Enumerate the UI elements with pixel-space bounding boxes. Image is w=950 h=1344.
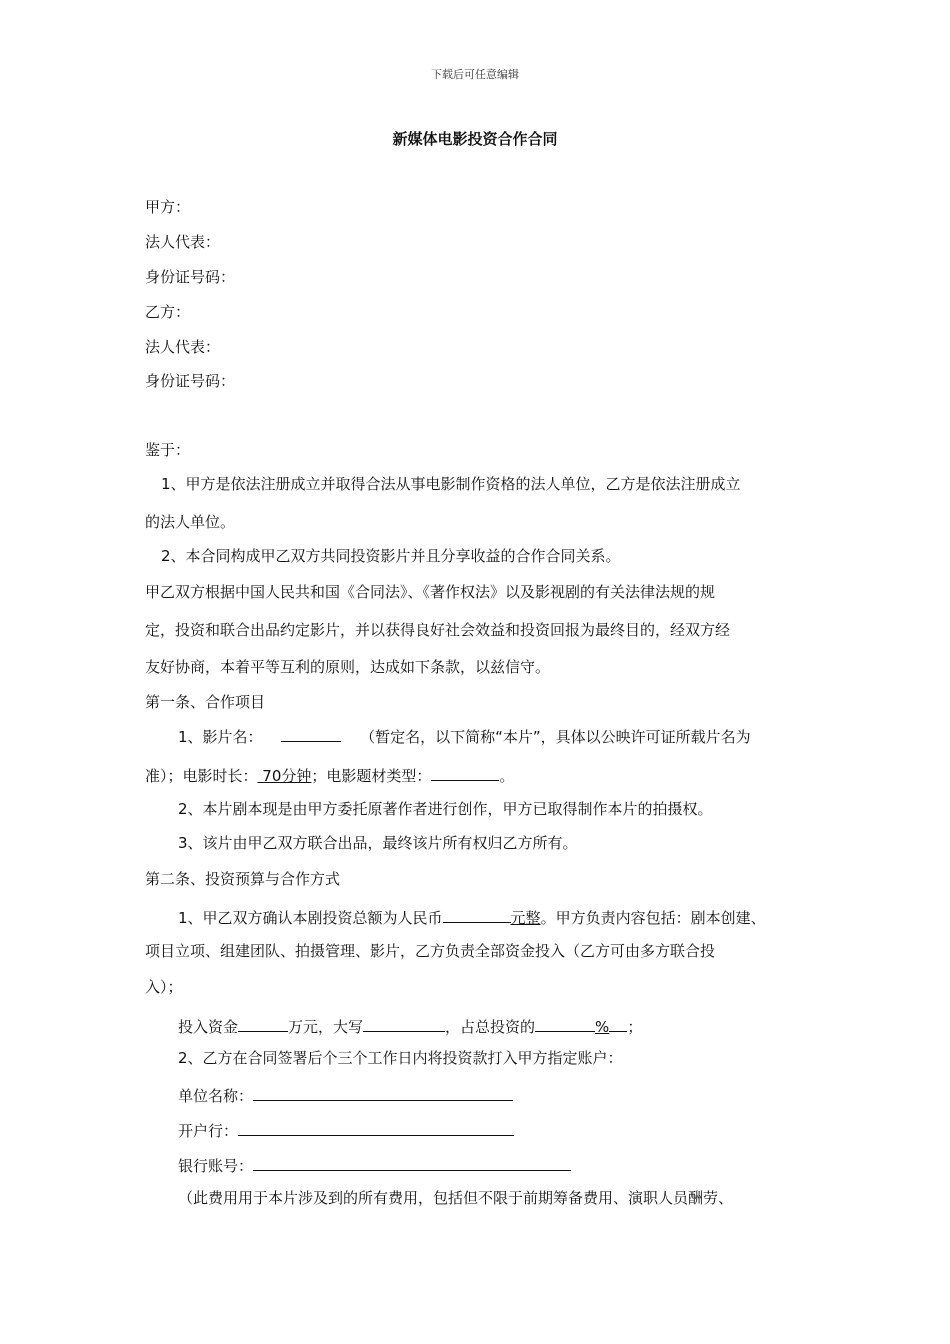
whereas-item2: 2、本合同构成甲乙双方共同投资影片并且分享收益的合作合同关系。 bbox=[161, 547, 621, 565]
article1-item1-line2 bbox=[145, 763, 514, 786]
investment-amount-line bbox=[178, 1014, 642, 1037]
invest-amount-blank bbox=[238, 1014, 288, 1032]
total-investment-label: 1、甲乙双方确认本剧投资总额为人民币 bbox=[178, 909, 443, 927]
total-investment-unit: 元整 bbox=[510, 909, 541, 927]
film-name-note: （暂定名，以下简称“本片”，具体以公映许可证所载片名为 bbox=[360, 728, 751, 746]
article2-item1-line3: 入）； bbox=[145, 978, 183, 996]
article1-item1-line1 bbox=[178, 724, 751, 747]
legal-rep-b-label: 法人代表： bbox=[145, 338, 221, 356]
genre-end: 。 bbox=[499, 767, 515, 785]
whereas-heading: 鉴于： bbox=[145, 441, 191, 459]
invest-share-blank bbox=[535, 1014, 595, 1032]
whereas-para-line3: 友好协商，本着平等互利的原则，达成如下条款，以兹信守。 bbox=[145, 658, 551, 676]
film-name-blank bbox=[281, 724, 341, 742]
account-label: 银行账号： bbox=[178, 1157, 254, 1175]
bank-blank bbox=[238, 1118, 514, 1136]
article1-heading: 第一条、合作项目 bbox=[145, 693, 266, 711]
bank-line bbox=[178, 1118, 514, 1141]
genre-blank bbox=[431, 763, 499, 781]
bank-label: 开户行： bbox=[178, 1122, 239, 1140]
invest-capital-label: 万元，大写 bbox=[288, 1018, 364, 1036]
invest-share-label: ，占总投资的 bbox=[445, 1018, 536, 1036]
invest-label: 投入资金 bbox=[178, 1018, 239, 1036]
party-a-label: 甲方： bbox=[145, 198, 191, 216]
genre-label: ；电影题材类型： bbox=[311, 767, 432, 785]
invest-share-blank-tail bbox=[609, 1014, 627, 1032]
article2-item1-line2: 项目立项、组建团队、拍摄管理、影片，乙方负责全部资金投入（乙方可由多方联合投 bbox=[145, 942, 716, 960]
fee-note: （此费用用于本片涉及到的所有费用，包括但不限于前期筹备费用、演职人员酬劳、 bbox=[178, 1189, 734, 1207]
id-b-label: 身份证号码： bbox=[145, 372, 236, 390]
article2-item2: 2、乙方在合同签署后个三个工作日内将投资款打入甲方指定账户： bbox=[178, 1049, 623, 1067]
invest-capital-blank bbox=[363, 1014, 445, 1032]
article1-item2: 2、本片剧本现是由甲方委托原著作者进行创作，甲方已取得制作本片的拍摄权。 bbox=[178, 800, 713, 818]
party-a-duties: 。甲方负责内容包括：剧本创建、 bbox=[540, 909, 766, 927]
whereas-item1-line1: 1、甲方是依法注册成立并取得合法从事电影制作资格的法人单位，乙方是依法注册成立 bbox=[161, 475, 741, 493]
header-note: 下载后可任意编辑 bbox=[431, 68, 519, 81]
duration-value: 70分钟 bbox=[257, 767, 312, 785]
article2-item1-line1 bbox=[178, 905, 766, 928]
article1-item3: 3、该片由甲乙双方联合出品，最终该片所有权归乙方所有。 bbox=[178, 834, 578, 852]
film-name-label: 1、影片名： bbox=[178, 728, 263, 746]
total-investment-blank bbox=[443, 905, 511, 923]
id-a-label: 身份证号码： bbox=[145, 268, 236, 286]
unit-name-line bbox=[178, 1083, 513, 1106]
unit-name-blank bbox=[253, 1083, 513, 1101]
page-title: 新媒体电影投资合作合同 bbox=[392, 130, 558, 148]
whereas-para-line1: 甲乙双方根据中国人民共和国《合同法》、《著作权法》以及影视剧的有关法律法规的规 bbox=[145, 583, 716, 601]
legal-rep-a-label: 法人代表： bbox=[145, 233, 221, 251]
whereas-item1-line2: 的法人单位。 bbox=[145, 513, 236, 531]
invest-percent-sign: % bbox=[595, 1018, 610, 1036]
whereas-para-line2: 定，投资和联合出品约定影片，并以获得良好社会效益和投资回报为最终目的，经双方经 bbox=[145, 621, 731, 639]
account-line bbox=[178, 1153, 571, 1176]
unit-name-label: 单位名称： bbox=[178, 1087, 254, 1105]
account-blank bbox=[253, 1153, 571, 1171]
invest-end: ； bbox=[627, 1018, 643, 1036]
party-b-label: 乙方： bbox=[145, 303, 191, 321]
article2-heading: 第二条、投资预算与合作方式 bbox=[145, 870, 341, 888]
duration-label: 准）；电影时长： bbox=[145, 767, 258, 785]
